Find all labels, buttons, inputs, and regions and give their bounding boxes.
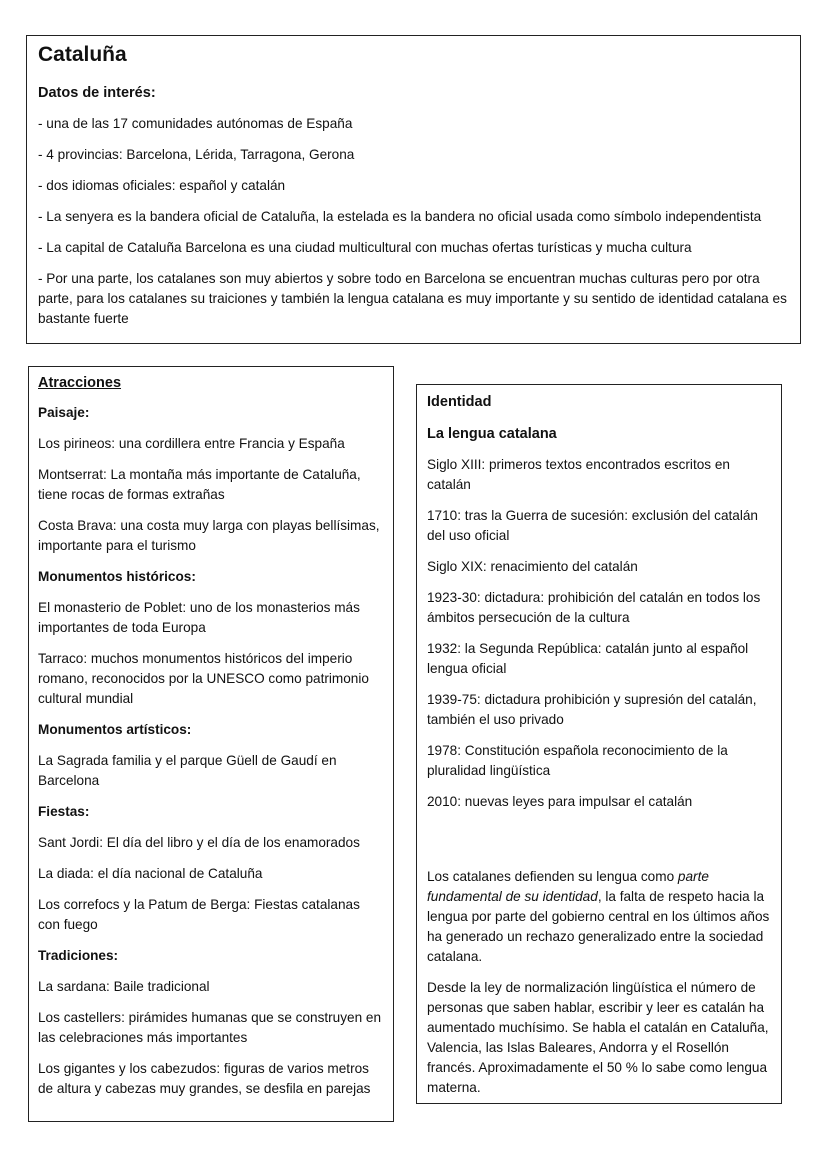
list-item: Montserrat: La montaña más importante de Cataluña, tiene rocas de formas extrañas bbox=[38, 467, 361, 502]
attractions-title: Atracciones bbox=[38, 375, 122, 391]
list-item: Tarraco: muchos monumentos históricos del imperio romano, reconocidos por la UNESCO como patrimonio cultural mundial bbox=[38, 651, 369, 706]
timeline-item: 1710: tras la Guerra de sucesión: exclusión del catalán del uso oficial bbox=[427, 508, 758, 543]
section-heading-monumentos-historicos: Monumentos históricos: bbox=[38, 569, 196, 584]
fact-line: - Por una parte, los catalanes son muy abiertos y sobre todo en Barcelona se encuentran muchas culturas pero por otra parte, para los catalanes su traiciones y también la lengua catalana es muy importante y su sentido de identidad catalana es bastante fuerte bbox=[38, 271, 787, 326]
timeline-item: 2010: nuevas leyes para impulsar el catalán bbox=[427, 794, 693, 809]
fact-line: - La capital de Cataluña Barcelona es una ciudad multicultural con muchas ofertas turísticas y mucha cultura bbox=[38, 240, 692, 255]
section-heading-fiestas: Fiestas: bbox=[38, 804, 90, 819]
fact-line: - 4 provincias: Barcelona, Lérida, Tarragona, Gerona bbox=[38, 147, 355, 162]
intro-box bbox=[26, 35, 801, 344]
list-item: Los castellers: pirámides humanas que se construyen en las celebraciones más importantes bbox=[38, 1010, 382, 1045]
attractions-box bbox=[28, 366, 394, 1122]
list-item: El monasterio de Poblet: uno de los monasterios más importantes de toda Europa bbox=[38, 600, 360, 635]
timeline-item: 1932: la Segunda República: catalán junto al español lengua oficial bbox=[427, 641, 749, 676]
list-item: Costa Brava: una costa muy larga con playas bellísimas, importante para el turismo bbox=[38, 518, 380, 553]
list-item: Los pirineos: una cordillera entre Francia y España bbox=[38, 436, 345, 451]
list-item: La Sagrada familia y el parque Güell de Gaudí en Barcelona bbox=[38, 753, 337, 788]
identity-title: Identidad bbox=[427, 394, 492, 410]
list-item: Los gigantes y los cabezudos: figuras de varios metros de altura y cabezas muy grandes, se desfila en parejas bbox=[38, 1061, 371, 1096]
fact-line: - dos idiomas oficiales: español y catalán bbox=[38, 178, 286, 193]
identity-paragraph bbox=[427, 867, 771, 967]
list-item: Los correfocs y la Patum de Berga: Fiestas catalanas con fuego bbox=[38, 897, 360, 932]
section-heading-monumentos-artisticos: Monumentos artísticos: bbox=[38, 722, 192, 737]
page-title: Cataluña bbox=[38, 43, 127, 66]
timeline-item: Siglo XIX: renacimiento del catalán bbox=[427, 559, 638, 574]
facts-heading: Datos de interés: bbox=[38, 85, 156, 101]
language-stats-paragraph: Desde la ley de normalización lingüística el número de personas que saben hablar, escribir y leer es catalán ha aumentado muchísimo. Se habla el catalán en Cataluña, Valencia, las Islas Baleares, Andorra y el Rosellón francés. Aproximadamente el 50 % lo sabe como lengua materna. bbox=[427, 980, 769, 1095]
identity-box bbox=[416, 384, 782, 1104]
list-item: Sant Jordi: El día del libro y el día de los enamorados bbox=[38, 835, 360, 850]
identity-paragraph-text: , la falta de respeto hacia la lengua por parte del gobierno central en los últimos años ha generado un rechazo generalizado entre la sociedad catalana. bbox=[427, 889, 770, 964]
fact-line: - una de las 17 comunidades autónomas de España bbox=[38, 116, 353, 131]
identity-paragraph-text: Los catalanes defienden su lengua como bbox=[427, 869, 678, 884]
section-heading-tradiciones: Tradiciones: bbox=[38, 948, 119, 963]
language-heading: La lengua catalana bbox=[427, 426, 557, 442]
fact-line: - La senyera es la bandera oficial de Cataluña, la estelada es la bandera no oficial usada como símbolo independentista bbox=[38, 209, 762, 224]
identity-paragraph-emphasis: parte fundamental de su identidad bbox=[427, 869, 709, 904]
list-item: La sardana: Baile tradicional bbox=[38, 979, 210, 994]
timeline-item: 1978: Constitución española reconocimiento de la pluralidad lingüística bbox=[427, 743, 728, 778]
timeline-item: 1923-30: dictadura: prohibición del catalán en todos los ámbitos persecución de la cultura bbox=[427, 590, 761, 625]
section-heading-paisaje: Paisaje: bbox=[38, 405, 90, 420]
list-item: La diada: el día nacional de Cataluña bbox=[38, 866, 263, 881]
timeline-item: 1939-75: dictadura prohibición y supresión del catalán, también el uso privado bbox=[427, 692, 757, 727]
timeline-item: Siglo XIII: primeros textos encontrados escritos en catalán bbox=[427, 457, 730, 492]
